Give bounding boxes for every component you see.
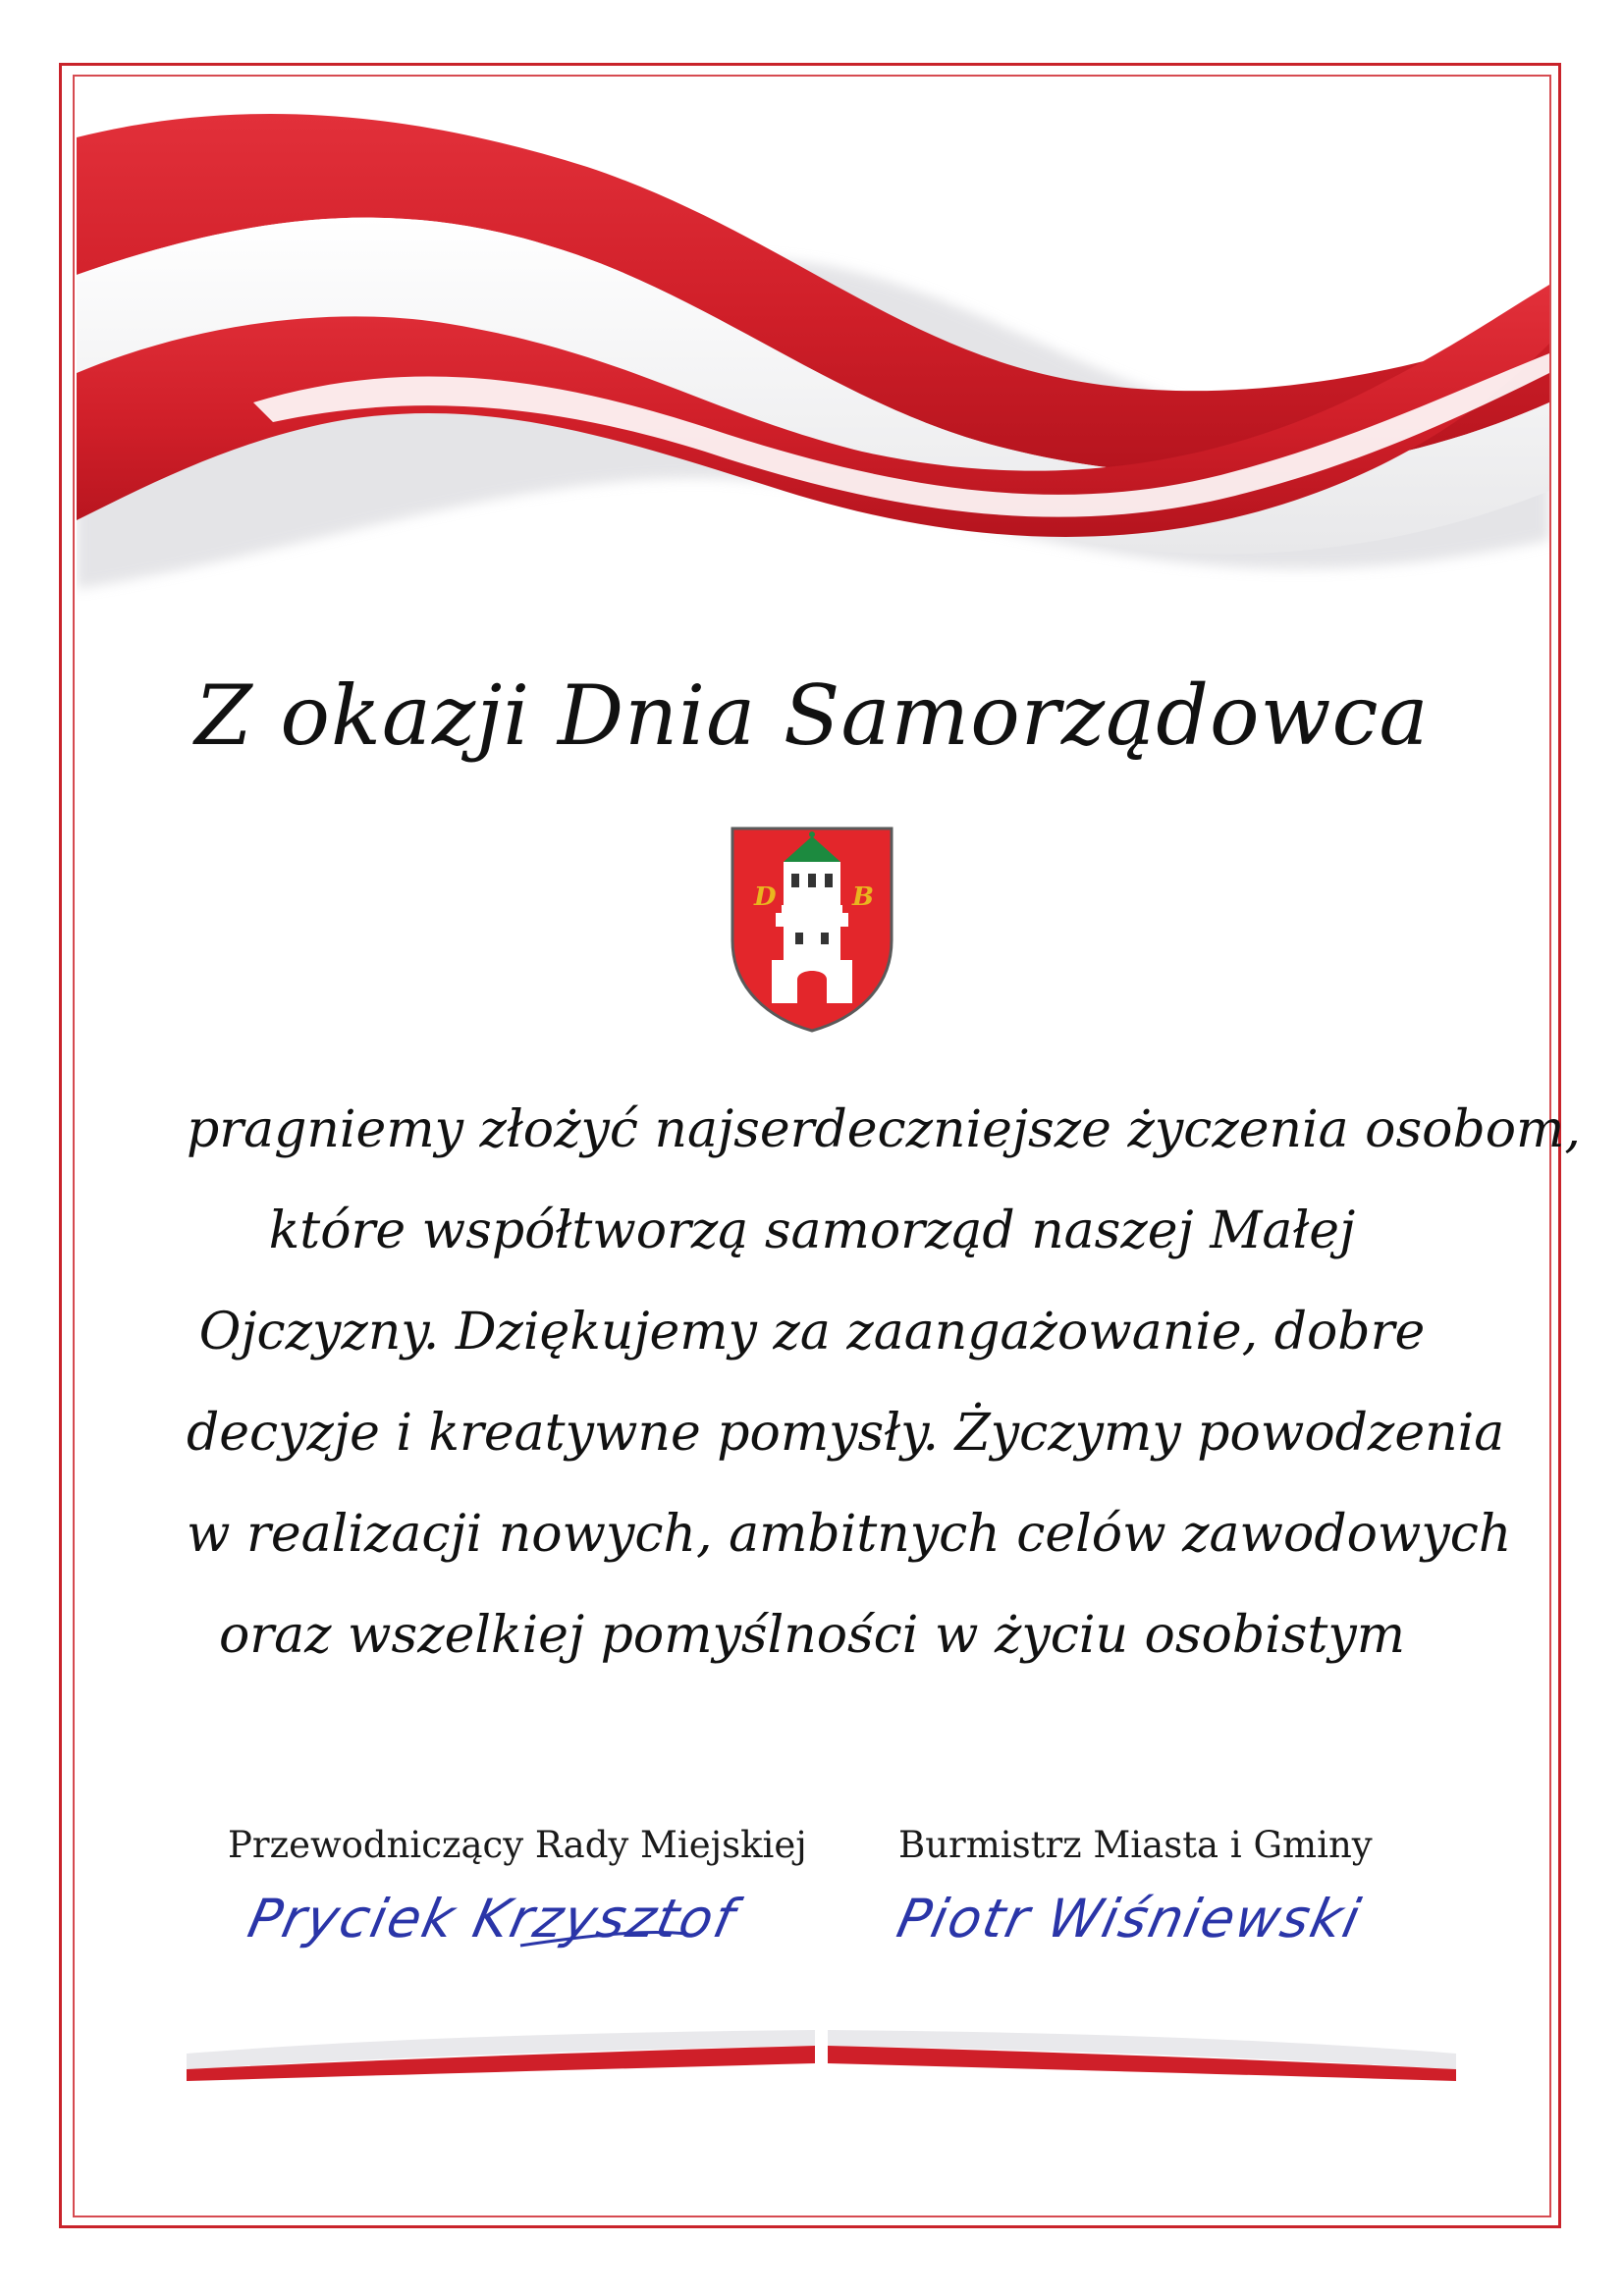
bottom-ribbon-left	[187, 2024, 815, 2081]
handwritten-signature: Piotr Wiśniewski	[892, 1888, 1368, 1949]
handwritten-signature: Pryciek Krzysztof	[243, 1888, 742, 1949]
flag-ribbon-decoration	[77, 79, 1549, 628]
signatory-title: Burmistrz Miasta i Gminy	[898, 1824, 1373, 1866]
greeting-line: w realizacji nowych, ambitnych celów zawodowych	[187, 1505, 1512, 1564]
certificate-title: Z okazji Dnia Samorządowca	[194, 667, 1430, 764]
greeting-line: oraz wszelkiej pomyślności w życiu osobistym	[218, 1606, 1406, 1665]
crest-letter-d: D	[754, 882, 777, 912]
coat-of-arms-icon	[727, 823, 897, 1035]
crest-letter-b: B	[852, 882, 874, 912]
greeting-line: które współtworzą samorząd naszej Małej	[268, 1201, 1356, 1260]
bottom-ribbon-right	[828, 2024, 1456, 2081]
greeting-line: pragniemy złożyć najserdeczniejsze życzenia osobom,	[187, 1100, 1581, 1159]
greeting-line: decyzje i kreatywne pomysły. Życzymy powodzenia	[187, 1404, 1505, 1463]
signatory-title: Przewodniczący Rady Miejskiej	[228, 1824, 807, 1866]
greeting-paragraph	[187, 1080, 1581, 1686]
signature-flourish	[226, 1895, 1404, 1973]
greeting-line: Ojczyzny. Dziękujemy za zaangażowanie, dobre	[198, 1303, 1426, 1362]
